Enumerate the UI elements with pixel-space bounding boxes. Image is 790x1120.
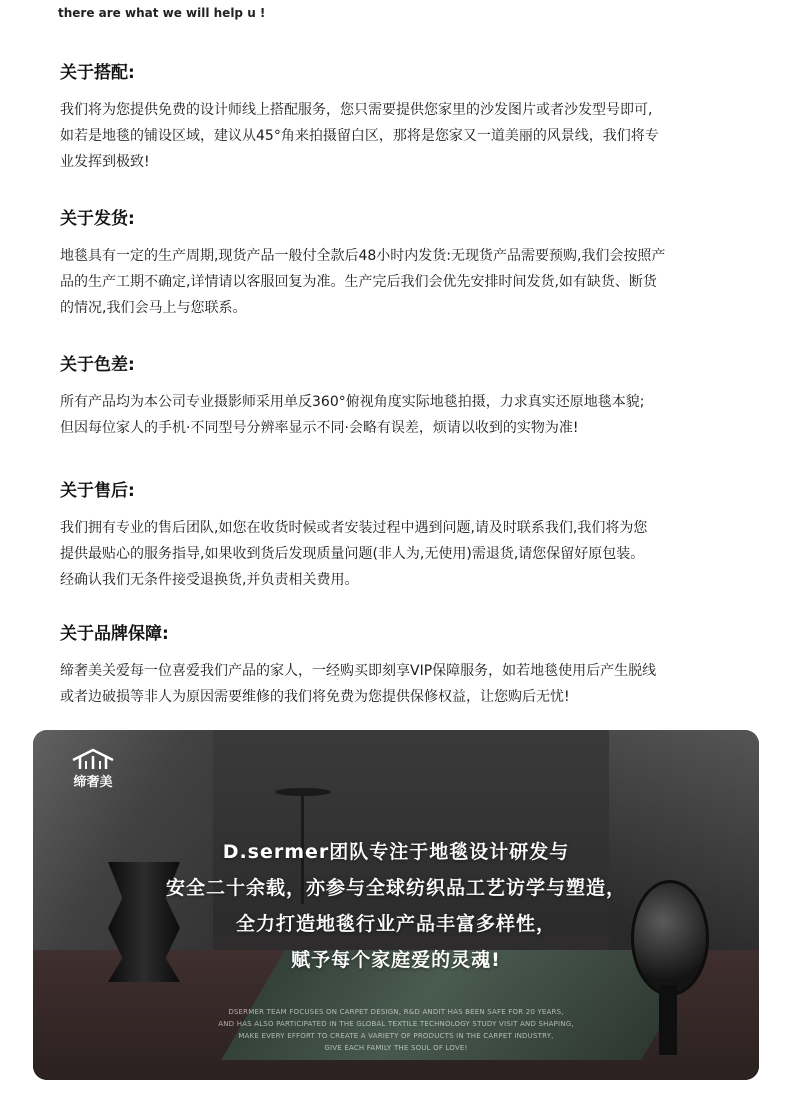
section-title: 关于发货: [60, 209, 135, 229]
section-body [60, 515, 750, 593]
brand-logo [63, 748, 123, 790]
banner-headline [33, 834, 759, 978]
section-line: 提供最贴心的服务指导,如果收到货后发现质量问题(非人为,无使用)需退货,请您保留好原包装。 [60, 546, 645, 562]
section-body [60, 97, 750, 175]
logo-text: 缔奢美 [73, 775, 113, 790]
brand-banner [33, 730, 759, 1080]
section-line: 品的生产工期不确定,详情请以客服回复为准。生产完后我们会优先安排时间发货,如有缺货、断货 [60, 274, 657, 290]
section-line: 如若是地毯的铺设区域，建议从45°角来拍摄留白区，那将是您家又一道美丽的风景线，我们将专 [60, 128, 659, 144]
section-line: 地毯具有一定的生产周期,现货产品一般付全款后48小时内发货:无现货产品需要预购,我们会按照产 [60, 248, 666, 264]
english-line: DSERMER TEAM FOCUSES ON CARPET DESIGN, R&D ANDIT HAS BEEN SAFE FOR 20 YEARS, [228, 1008, 564, 1016]
section-line: 我们拥有专业的售后团队,如您在收货时候或者安装过程中遇到问题,请及时联系我们,我们将为您 [60, 520, 648, 536]
section-line: 我们将为您提供免费的设计师线上搭配服务，您只需要提供您家里的沙发图片或者沙发型号即可, [60, 102, 653, 118]
tagline: there are what we will help u ! [58, 6, 266, 20]
section-line: 业发挥到极致! [60, 154, 150, 170]
section-body [60, 658, 750, 710]
section-line: 缔奢美关爱每一位喜爱我们产品的家人，一经购买即刻享VIP保障服务，如若地毯使用后产生脱线 [60, 663, 657, 679]
english-line: MAKE EVERY EFFORT TO CREATE A VARIETY OF PRODUCTS IN THE CARPET INDUSTRY, [238, 1032, 554, 1040]
section-brand-guarantee [60, 619, 750, 710]
section-title: 关于色差: [60, 355, 135, 375]
section-line: 或者边破损等非人为原因需要维修的我们将免费为您提供保修权益，让您购后无忧! [60, 689, 570, 705]
section-line: 的情况,我们会马上与您联系。 [60, 300, 247, 316]
banner-english-text [33, 1006, 759, 1054]
english-line: AND HAS ALSO PARTICIPATED IN THE GLOBAL TEXTILE TECHNOLOGY STUDY VISIT AND SHAPING, [218, 1020, 574, 1028]
section-line: 经确认我们无条件接受退换货,并负责相关费用。 [60, 572, 359, 588]
section-after-sales [60, 476, 750, 593]
section-matching [60, 58, 750, 175]
section-color-difference [60, 350, 750, 441]
headline-line: 全力打造地毯行业产品丰富多样性， [235, 913, 556, 935]
english-line: GIVE EACH FAMILY THE SOUL OF LOVE! [324, 1044, 468, 1052]
section-title: 关于售后: [60, 481, 135, 501]
section-line: 所有产品均为本公司专业摄影师采用单反360°俯视角度实际地毯拍摄，力求真实还原地毯本貌; [60, 394, 645, 410]
house-logo-icon [70, 748, 116, 770]
section-title: 关于品牌保障: [60, 624, 169, 644]
headline-line: D.sermer团队专注于地毯设计研发与 [222, 841, 570, 863]
headline-line: 安全二十余载，亦参与全球纺织品工艺访学与塑造， [165, 877, 626, 899]
section-shipping [60, 204, 750, 321]
headline-line: 赋予每个家庭爱的灵魂! [291, 949, 501, 971]
section-body [60, 389, 750, 441]
section-line: 但因每位家人的手机·不同型号分辨率显示不同·会略有误差，烦请以收到的实物为准! [60, 420, 579, 436]
section-body [60, 243, 750, 321]
section-title: 关于搭配: [60, 63, 135, 83]
